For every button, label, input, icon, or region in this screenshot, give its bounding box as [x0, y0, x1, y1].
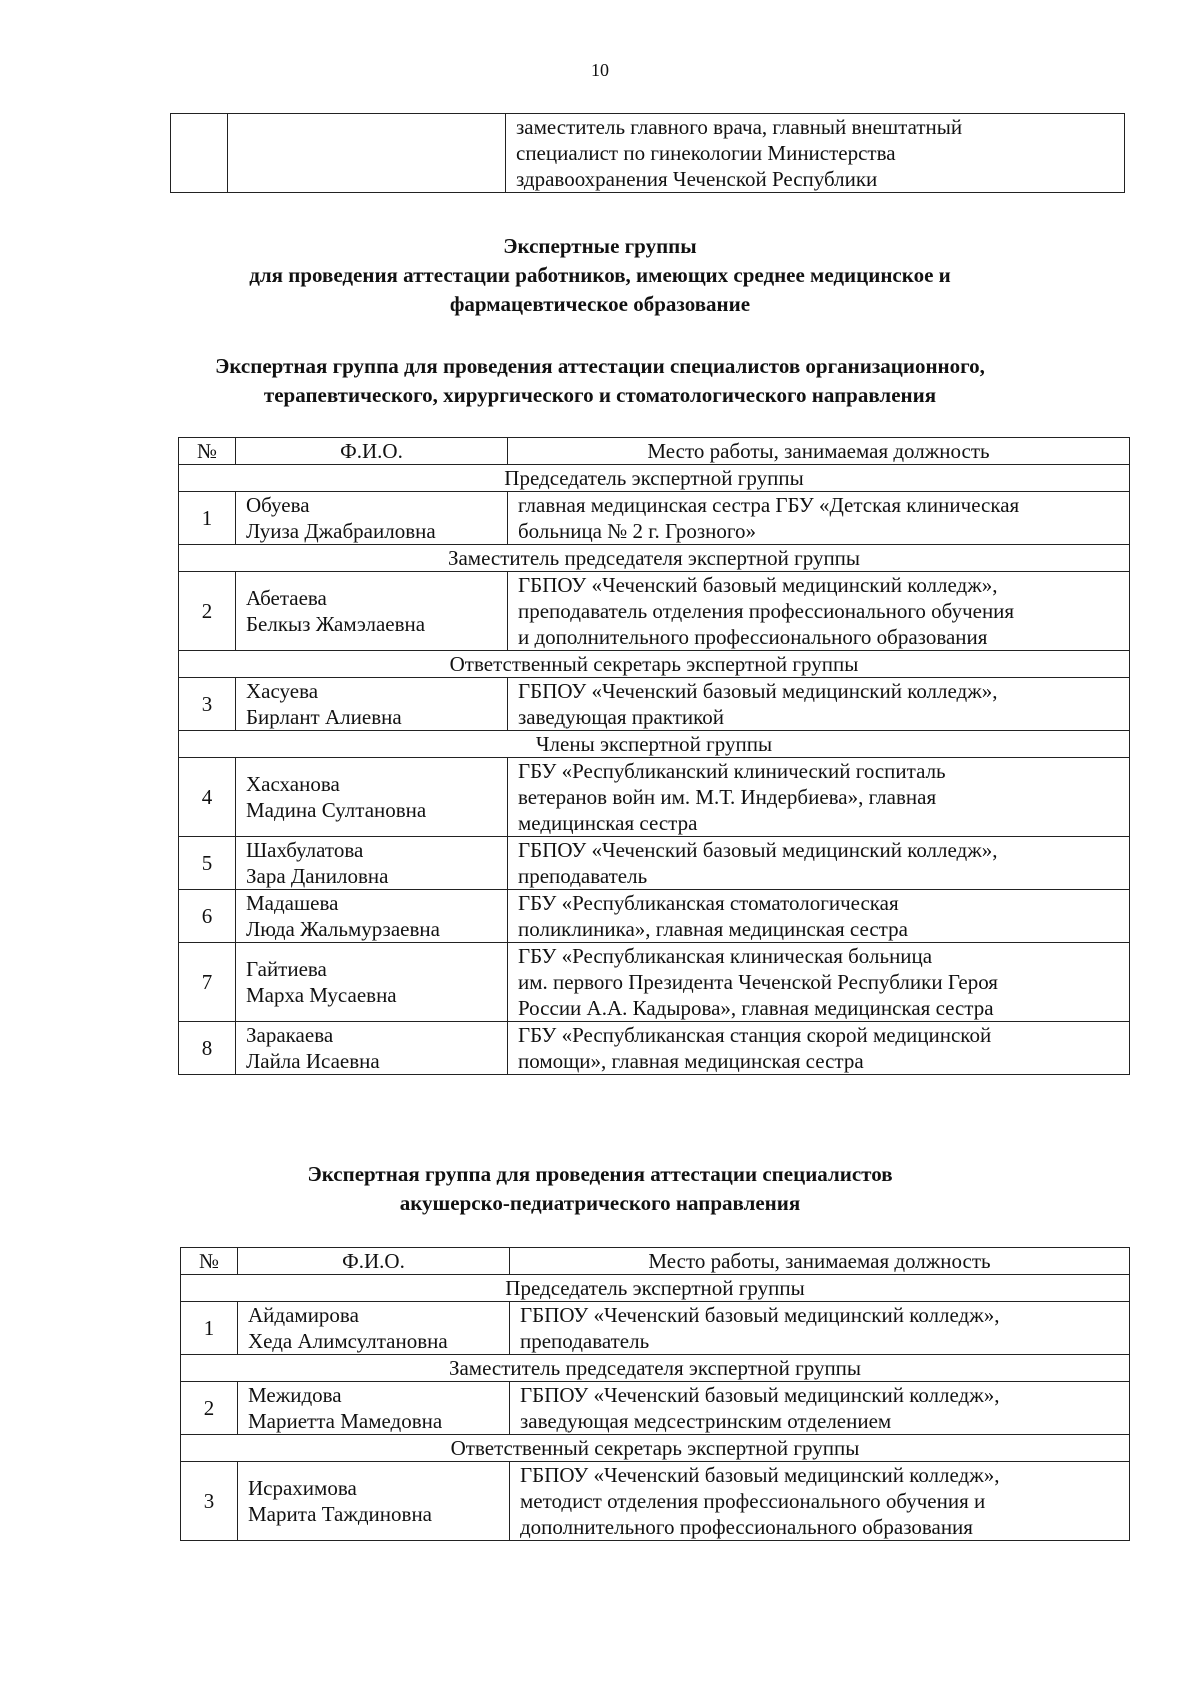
job-line: преподаватель — [520, 1329, 650, 1353]
row-number: 2 — [181, 1382, 238, 1435]
person-name — [238, 1462, 510, 1541]
job-line: ГБУ «Республиканская клиническая больница — [518, 944, 933, 968]
group2-table — [180, 1247, 1130, 1541]
person-name — [236, 572, 508, 651]
continuation-table — [170, 113, 1125, 193]
name-line: Хасуева — [246, 679, 319, 703]
job-line: заведующая медсестринским отделением — [520, 1409, 892, 1433]
header-job: Место работы, занимаемая должность — [508, 438, 1130, 465]
person-name — [236, 837, 508, 890]
section-label: Ответственный секретарь экспертной группы — [181, 1435, 1130, 1462]
name-line: Мариетта Мамедовна — [248, 1409, 443, 1433]
row-number: 2 — [179, 572, 236, 651]
header-number: № — [179, 438, 236, 465]
row-number: 1 — [179, 492, 236, 545]
header-name: Ф.И.О. — [236, 438, 508, 465]
header-name: Ф.И.О. — [238, 1248, 510, 1275]
heading-line: Экспертная группа для проведения аттестации специалистов организационного, — [215, 354, 985, 378]
job-position — [510, 1462, 1130, 1541]
job-line: ГБПОУ «Чеченский базовый медицинский колледж», — [520, 1303, 1000, 1327]
table-row — [181, 1382, 1130, 1435]
job-line: ГБПОУ «Чеченский базовый медицинский колледж», — [520, 1383, 1000, 1407]
row-number: 7 — [179, 943, 236, 1022]
job-line: им. первого Президента Чеченской Республики Героя — [518, 970, 998, 994]
job-position — [508, 572, 1130, 651]
row-number: 6 — [179, 890, 236, 943]
name-line: Марха Мусаевна — [246, 983, 397, 1007]
person-name — [238, 1302, 510, 1355]
header-job: Место работы, занимаемая должность — [510, 1248, 1130, 1275]
group1-title — [0, 352, 1200, 410]
name-line: Бирлант Алиевна — [246, 705, 402, 729]
name-line: Хеда Алимсултановна — [248, 1329, 448, 1353]
person-name — [236, 1022, 508, 1075]
group2-title — [0, 1160, 1200, 1218]
section-row — [179, 651, 1130, 678]
person-name — [236, 678, 508, 731]
section-label: Члены экспертной группы — [179, 731, 1130, 758]
name-line: Хасханова — [246, 772, 340, 796]
name-line: Заракаева — [246, 1023, 334, 1047]
table-row — [179, 890, 1130, 943]
name-line: Белкыз Жамэлаевна — [246, 612, 426, 636]
job-line: ветеранов войн им. М.Т. Индербиева», главная — [518, 785, 937, 809]
text-line: заместитель главного врача, главный внештатный — [516, 115, 963, 139]
job-line: методист отделения профессионального обучения и — [520, 1489, 986, 1513]
name-line: Шахбулатова — [246, 838, 364, 862]
section-row — [179, 731, 1130, 758]
name-line: Гайтиева — [246, 957, 327, 981]
job-position — [508, 678, 1130, 731]
name-line: Айдамирова — [248, 1303, 359, 1327]
table-row — [179, 758, 1130, 837]
page-number: 10 — [591, 60, 609, 80]
name-line: Лайла Исаевна — [246, 1049, 380, 1073]
section-label: Председатель экспертной группы — [179, 465, 1130, 492]
person-name — [236, 492, 508, 545]
job-line: дополнительного профессионального образования — [520, 1515, 973, 1539]
section-row — [179, 465, 1130, 492]
heading-line: терапевтического, хирургического и стоматологического направления — [263, 383, 937, 407]
table-cell-name — [228, 114, 506, 193]
job-position — [508, 890, 1130, 943]
heading-line: Экспертная группа для проведения аттестации специалистов — [307, 1162, 893, 1186]
table-row — [179, 837, 1130, 890]
job-line: главная медицинская сестра ГБУ «Детская клиническая — [518, 493, 1020, 517]
header-number: № — [181, 1248, 238, 1275]
name-line: Марита Таждиновна — [248, 1502, 433, 1526]
job-line: помощи», главная медицинская сестра — [518, 1049, 864, 1073]
table-row — [179, 492, 1130, 545]
row-number: 3 — [181, 1462, 238, 1541]
section-row — [181, 1275, 1130, 1302]
name-line: Люда Жальмурзаевна — [246, 917, 440, 941]
name-line: Луиза Джабраиловна — [246, 519, 436, 543]
person-name — [238, 1382, 510, 1435]
section-label: Заместитель председателя экспертной группы — [179, 545, 1130, 572]
job-position — [508, 758, 1130, 837]
row-number: 5 — [179, 837, 236, 890]
name-line: Зара Даниловна — [246, 864, 389, 888]
group1-table — [178, 437, 1130, 1075]
job-line: медицинская сестра — [518, 811, 698, 835]
main-heading — [0, 232, 1200, 319]
section-row — [179, 545, 1130, 572]
job-position — [510, 1302, 1130, 1355]
heading-line: для проведения аттестации работников, имеющих среднее медицинское и — [249, 263, 951, 287]
section-row — [181, 1355, 1130, 1382]
job-position — [508, 943, 1130, 1022]
job-line: ГБПОУ «Чеченский базовый медицинский колледж», — [520, 1463, 1000, 1487]
section-label: Заместитель председателя экспертной группы — [181, 1355, 1130, 1382]
section-row — [181, 1435, 1130, 1462]
table-row — [171, 114, 1125, 193]
job-position — [508, 1022, 1130, 1075]
name-line: Обуева — [246, 493, 310, 517]
job-line: ГБПОУ «Чеченский базовый медицинский колледж», — [518, 679, 998, 703]
table-cell-job — [506, 114, 1125, 193]
job-line: ГБУ «Республиканский клинический госпиталь — [518, 759, 946, 783]
job-position — [508, 837, 1130, 890]
job-line: и дополнительного профессионального образования — [518, 625, 988, 649]
heading-line: Экспертные группы — [503, 234, 697, 258]
name-line: Мадина Султановна — [246, 798, 427, 822]
text-line: здравоохранения Чеченской Республики — [516, 167, 878, 191]
table-row — [179, 572, 1130, 651]
name-line: Исрахимова — [248, 1476, 357, 1500]
job-line: заведующая практикой — [518, 705, 725, 729]
person-name — [236, 758, 508, 837]
job-line: преподаватель отделения профессионального обучения — [518, 599, 1015, 623]
table-row — [181, 1462, 1130, 1541]
section-label: Председатель экспертной группы — [181, 1275, 1130, 1302]
job-line: поликлиника», главная медицинская сестра — [518, 917, 908, 941]
job-position — [508, 492, 1130, 545]
heading-line: фармацевтическое образование — [449, 292, 751, 316]
row-number: 4 — [179, 758, 236, 837]
row-number: 3 — [179, 678, 236, 731]
job-line: ГБПОУ «Чеченский базовый медицинский колледж», — [518, 573, 998, 597]
job-line: преподаватель — [518, 864, 648, 888]
text-line: специалист по гинекологии Министерства — [516, 141, 896, 165]
section-label: Ответственный секретарь экспертной группы — [179, 651, 1130, 678]
table-cell-number — [171, 114, 228, 193]
table-header-row — [181, 1248, 1130, 1275]
person-name — [236, 890, 508, 943]
table-row — [179, 1022, 1130, 1075]
job-line: ГБПОУ «Чеченский базовый медицинский колледж», — [518, 838, 998, 862]
job-line: ГБУ «Республиканская станция скорой медицинской — [518, 1023, 992, 1047]
person-name — [236, 943, 508, 1022]
job-line: России А.А. Кадырова», главная медицинская сестра — [518, 996, 994, 1020]
row-number: 8 — [179, 1022, 236, 1075]
job-position — [510, 1382, 1130, 1435]
name-line: Межидова — [248, 1383, 342, 1407]
heading-line: акушерско-педиатрического направления — [399, 1191, 801, 1215]
row-number: 1 — [181, 1302, 238, 1355]
table-row — [179, 943, 1130, 1022]
job-line: ГБУ «Республиканская стоматологическая — [518, 891, 899, 915]
name-line: Абетаева — [246, 586, 327, 610]
name-line: Мадашева — [246, 891, 339, 915]
table-header-row — [179, 438, 1130, 465]
table-row — [181, 1302, 1130, 1355]
job-line: больница № 2 г. Грозного» — [518, 519, 756, 543]
table-row — [179, 678, 1130, 731]
